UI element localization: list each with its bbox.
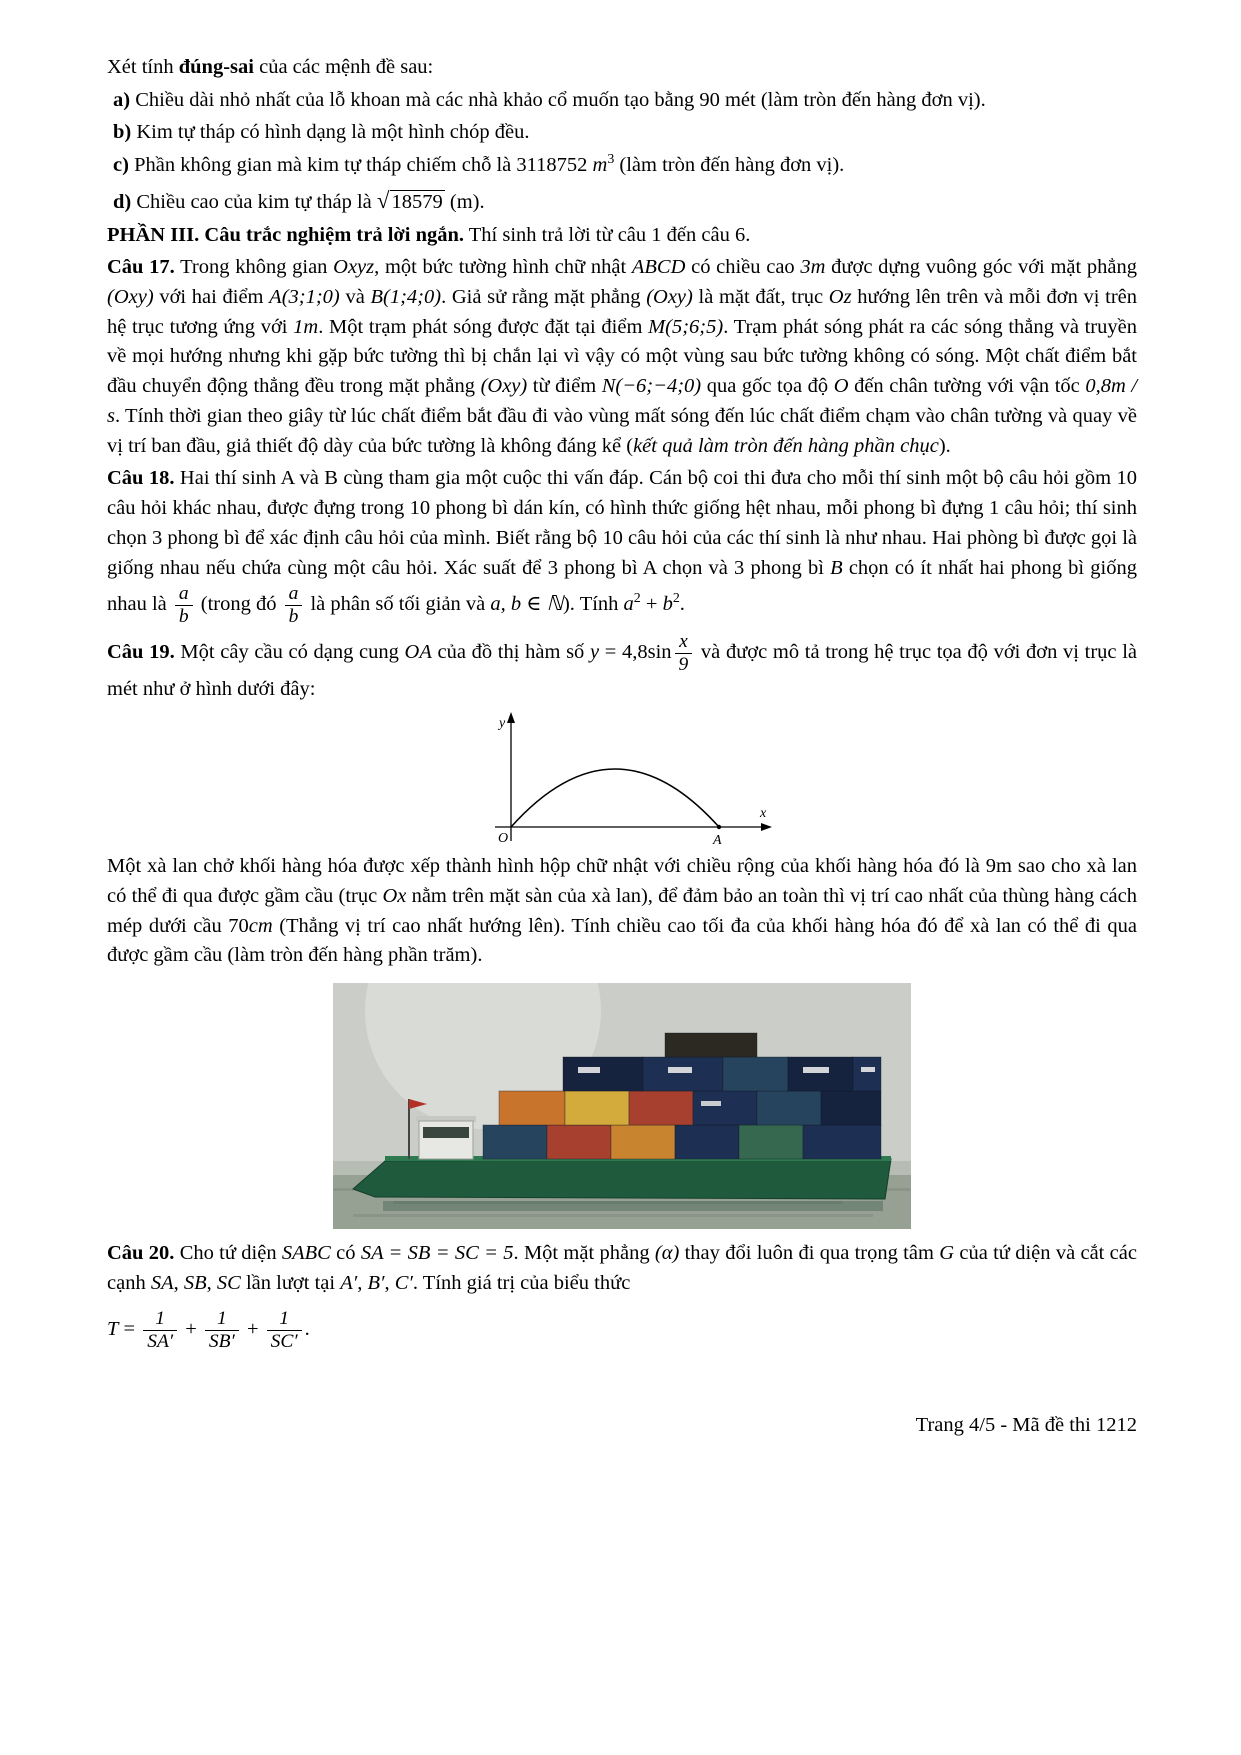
text-segment: nằm trên mặt sàn của xà lan), để đảm bảo an toàn thì vị trí cao nhất của thùng hàng cách mép dưới cầu 70	[107, 884, 1137, 937]
text-segment: ). Tính	[562, 593, 624, 616]
text-segment: ,	[384, 1271, 395, 1294]
text-segment: Chiều dài nhỏ nhất của lỗ khoan mà các nhà khảo cổ muốn tạo bằng 90 mét (làm tròn đến hàng đơn vị).	[130, 88, 986, 111]
text-segment: đến chân tường với vận tốc	[848, 375, 1086, 398]
superscript: 2	[633, 591, 641, 607]
text-segment: (làm tròn đến hàng đơn vị).	[614, 154, 845, 177]
text-segment: Oz	[828, 286, 852, 309]
text-segment: N(−6;−4;0)	[601, 375, 702, 398]
text-segment: SB	[183, 1271, 207, 1294]
text-segment: +	[241, 1318, 264, 1341]
text-segment: Phần không gian mà kim tự tháp chiếm chỗ là 3118752	[128, 154, 593, 177]
text-segment: .	[679, 593, 685, 616]
paragraph	[107, 253, 1137, 461]
text-segment: C′	[394, 1271, 413, 1294]
text-segment: B′	[367, 1271, 385, 1294]
x-axis-label: x	[760, 806, 767, 822]
fraction: $\frac{1}{SA'}$	[143, 1308, 177, 1353]
text-segment: G	[939, 1242, 955, 1264]
text-segment: c)	[113, 154, 129, 177]
point-A-dot	[717, 825, 721, 829]
text-segment: Ox	[382, 884, 407, 907]
sqrt-expression: √18579	[376, 187, 443, 213]
text-segment: SABC	[281, 1242, 331, 1264]
text-segment: ).	[938, 434, 951, 457]
point-A-label: A	[713, 833, 722, 849]
text-segment: = 4,8sin	[599, 640, 672, 663]
text-segment: và	[339, 286, 371, 309]
text-segment: . Trạm phát sóng phát ra các sóng thẳng và truyền về mọi hướng nhưng khi gặp bức tường thì bị chắn lại vì vậy có một vùng sau bức tường không có sóng. Một chất điểm bắt đầu chuyển động thẳng đều trong mặt phẳng	[107, 315, 1137, 398]
paragraph	[107, 184, 1137, 218]
superscript: 3	[607, 152, 615, 168]
text-segment: T	[107, 1318, 119, 1341]
text-segment: (α)	[654, 1242, 680, 1264]
text-segment: SC	[216, 1271, 241, 1294]
text-segment: Thí sinh trả lời từ câu 1 đến câu 6.	[464, 223, 751, 246]
text-segment: (Oxy)	[480, 375, 528, 398]
text-segment: ,	[357, 1271, 368, 1294]
text-segment: b	[662, 593, 673, 616]
text-segment: SA = SB = SC = 5	[360, 1242, 514, 1264]
bridge-curve-figure	[107, 709, 1137, 849]
paragraph	[107, 852, 1137, 971]
text-segment: , một bức tường hình chữ nhật	[374, 256, 632, 279]
text-segment: cm	[248, 914, 273, 937]
section-bottom	[107, 1239, 1137, 1353]
text-segment: M(5;6;5)	[648, 315, 724, 338]
text-segment: Một xà lan chở khối hàng hóa được xếp thành hình hộp chữ nhật với chiều rộng của khối hàng hóa đó là 9m sao cho xà lan có thể đi qua được gầm cầu (trục	[107, 855, 1137, 907]
text-segment: Câu 19.	[107, 640, 175, 663]
text-segment: với hai điểm	[153, 286, 270, 309]
text-segment: qua gốc tọa độ	[701, 375, 834, 398]
fraction: $\frac{1}{SB'}$	[205, 1308, 239, 1353]
text-segment: Chiều cao của kim tự tháp là	[131, 190, 377, 213]
x-axis	[495, 806, 772, 831]
text-segment: . Tính giá trị của biểu thức	[412, 1271, 631, 1294]
text-segment: Kim tự tháp có hình dạng là một hình chóp đều.	[131, 121, 530, 144]
paragraph	[107, 151, 1137, 181]
text-segment: 0,8m / s	[107, 375, 1138, 427]
text-segment: d)	[113, 190, 132, 213]
fraction: $\frac{a}{b}$	[175, 583, 193, 628]
paragraph	[107, 464, 1137, 627]
paragraph	[107, 221, 1137, 251]
paragraph	[107, 1239, 1137, 1298]
superscript: 2	[672, 591, 680, 607]
text-segment: a)	[113, 88, 131, 111]
section-middle	[107, 852, 1137, 971]
text-segment: hướng lên trên và mỗi đơn vị trên hệ trục tương ứng với	[107, 286, 1137, 338]
text-segment: m	[592, 154, 608, 177]
text-segment: (trong đó	[195, 593, 282, 616]
barge-photo	[107, 983, 1137, 1229]
text-segment: SA	[150, 1271, 174, 1294]
text-segment: . Giả sử rằng mặt phẳng	[441, 286, 647, 309]
text-segment: .	[304, 1318, 310, 1341]
barge-hull	[353, 1156, 891, 1199]
text-segment: =	[118, 1318, 141, 1341]
text-segment: +	[640, 593, 663, 616]
text-segment: . Một trạm phát sóng được đặt tại điểm	[318, 315, 649, 338]
text-segment: Câu 20.	[107, 1242, 175, 1264]
text-segment: là phân số tối giản và	[305, 593, 491, 616]
text-segment: O	[833, 375, 849, 398]
text-segment: của các mệnh đề sau:	[253, 56, 434, 78]
text-segment: lần lượt tại	[240, 1271, 341, 1294]
text-segment: Trong không gian	[174, 256, 334, 279]
text-segment: . Một mặt phẳng	[513, 1242, 655, 1264]
text-segment: từ điểm	[527, 375, 602, 398]
paragraph	[107, 631, 1137, 705]
text-segment: được dựng vuông góc với mặt phẳng	[825, 256, 1137, 279]
fraction: $\frac{a}{b}$	[285, 583, 303, 628]
text-segment: chọn có ít nhất hai phong bì giống nhau là	[107, 556, 1137, 616]
text-segment: a, b ∈ ℕ	[490, 593, 563, 616]
text-segment: của tứ diện và cắt các cạnh	[107, 1242, 1137, 1294]
text-segment: Cho tứ diện	[174, 1242, 282, 1264]
text-segment: . Tính thời gian theo giây từ lúc chất điểm bắt đầu đi vào vùng mất sóng đến lúc chất điểm chạm vào chân tường và quay về vị trí ban đầu, giả thiết độ dày của bức tường là không đáng kể (	[107, 404, 1137, 457]
barge-photo-image	[333, 983, 911, 1229]
sine-curve	[511, 769, 719, 827]
text-segment: Câu 17.	[107, 256, 175, 279]
text-segment: ,	[173, 1271, 184, 1294]
text-segment: y	[589, 640, 600, 663]
text-segment: B	[830, 556, 843, 579]
y-axis-label: y	[499, 716, 506, 732]
text-segment: PHẦN III. Câu trắc nghiệm trả lời ngắn.	[107, 223, 465, 246]
text-segment: Một cây cầu có dạng cung	[174, 640, 405, 663]
text-segment: (Oxy)	[646, 286, 693, 309]
text-segment: Xét tính	[107, 56, 179, 78]
text-segment: Hai thí sinh A và B cùng tham gia một cuộc thi vấn đáp. Cán bộ coi thi đưa cho mỗi thí sinh một bộ câu hỏi gồm 10 câu hỏi khác nhau, được đựng trong 10 phong bì dán kín, có hình thức giống hệt nhau, mỗi phong bì đựng 1 câu hỏi; thí sinh chọn 3 phong bì để xác định câu hỏi của mình. Biết rằng bộ 10 câu hỏi của các thí sinh là như nhau. Hai phòng bì được gọi là giống nhau nếu chứa cùng một câu hỏi. Xác suất để 3 phong bì A chọn và 3 phong bì	[107, 467, 1137, 579]
text-segment: là mặt đất, trục	[692, 286, 829, 309]
text-segment: ABCD	[631, 256, 686, 279]
paragraph	[107, 86, 1137, 116]
text-segment: có chiều cao	[685, 256, 801, 279]
text-segment: (Thẳng vị trí cao nhất hướng lên). Tính chiều cao tối đa của khối hàng hóa đó để xà lan có thể đi qua được gầm cầu (làm tròn đến hàng phần trăm).	[107, 914, 1137, 967]
text-segment: A(3;1;0)	[269, 286, 340, 309]
text-segment: của đồ thị hàm số	[431, 640, 590, 663]
fraction: $\frac{x}{9}$	[675, 631, 693, 676]
text-segment: A′	[340, 1271, 358, 1294]
text-segment: Câu 18.	[107, 467, 175, 490]
paragraph	[107, 53, 1137, 83]
text-segment: đúng-sai	[178, 56, 254, 78]
paragraph	[107, 118, 1137, 148]
text-segment: OA	[404, 640, 432, 663]
text-segment: kết quả làm tròn đến hàng phần chục	[633, 434, 939, 457]
text-segment: (m).	[444, 190, 485, 213]
text-segment: B(1;4;0)	[370, 286, 442, 309]
paragraph	[107, 1308, 1137, 1353]
text-segment: ,	[206, 1271, 217, 1294]
text-segment: (Oxy)	[107, 286, 154, 309]
text-segment: 3m	[800, 256, 826, 279]
text-segment: Oxyz	[333, 256, 375, 279]
text-segment: +	[180, 1318, 202, 1341]
section-top	[107, 53, 1137, 705]
sine-arch-graph	[467, 709, 777, 849]
text-segment: và được mô tả trong hệ trục tọa độ với đơn vị trục là mét như ở hình dưới đây:	[107, 640, 1137, 701]
text-segment: có	[330, 1242, 361, 1264]
text-segment: thay đổi luôn đi qua trọng tâm	[679, 1242, 940, 1264]
fraction: $\frac{1}{SC'}$	[267, 1308, 302, 1353]
text-segment: a	[623, 593, 634, 616]
text-segment: b)	[113, 121, 132, 144]
text-segment: 1m	[293, 315, 319, 338]
y-axis	[497, 712, 515, 841]
page-footer: Trang 4/5 - Mã đề thi 1212	[915, 1414, 1137, 1437]
origin-label: O	[498, 831, 509, 847]
